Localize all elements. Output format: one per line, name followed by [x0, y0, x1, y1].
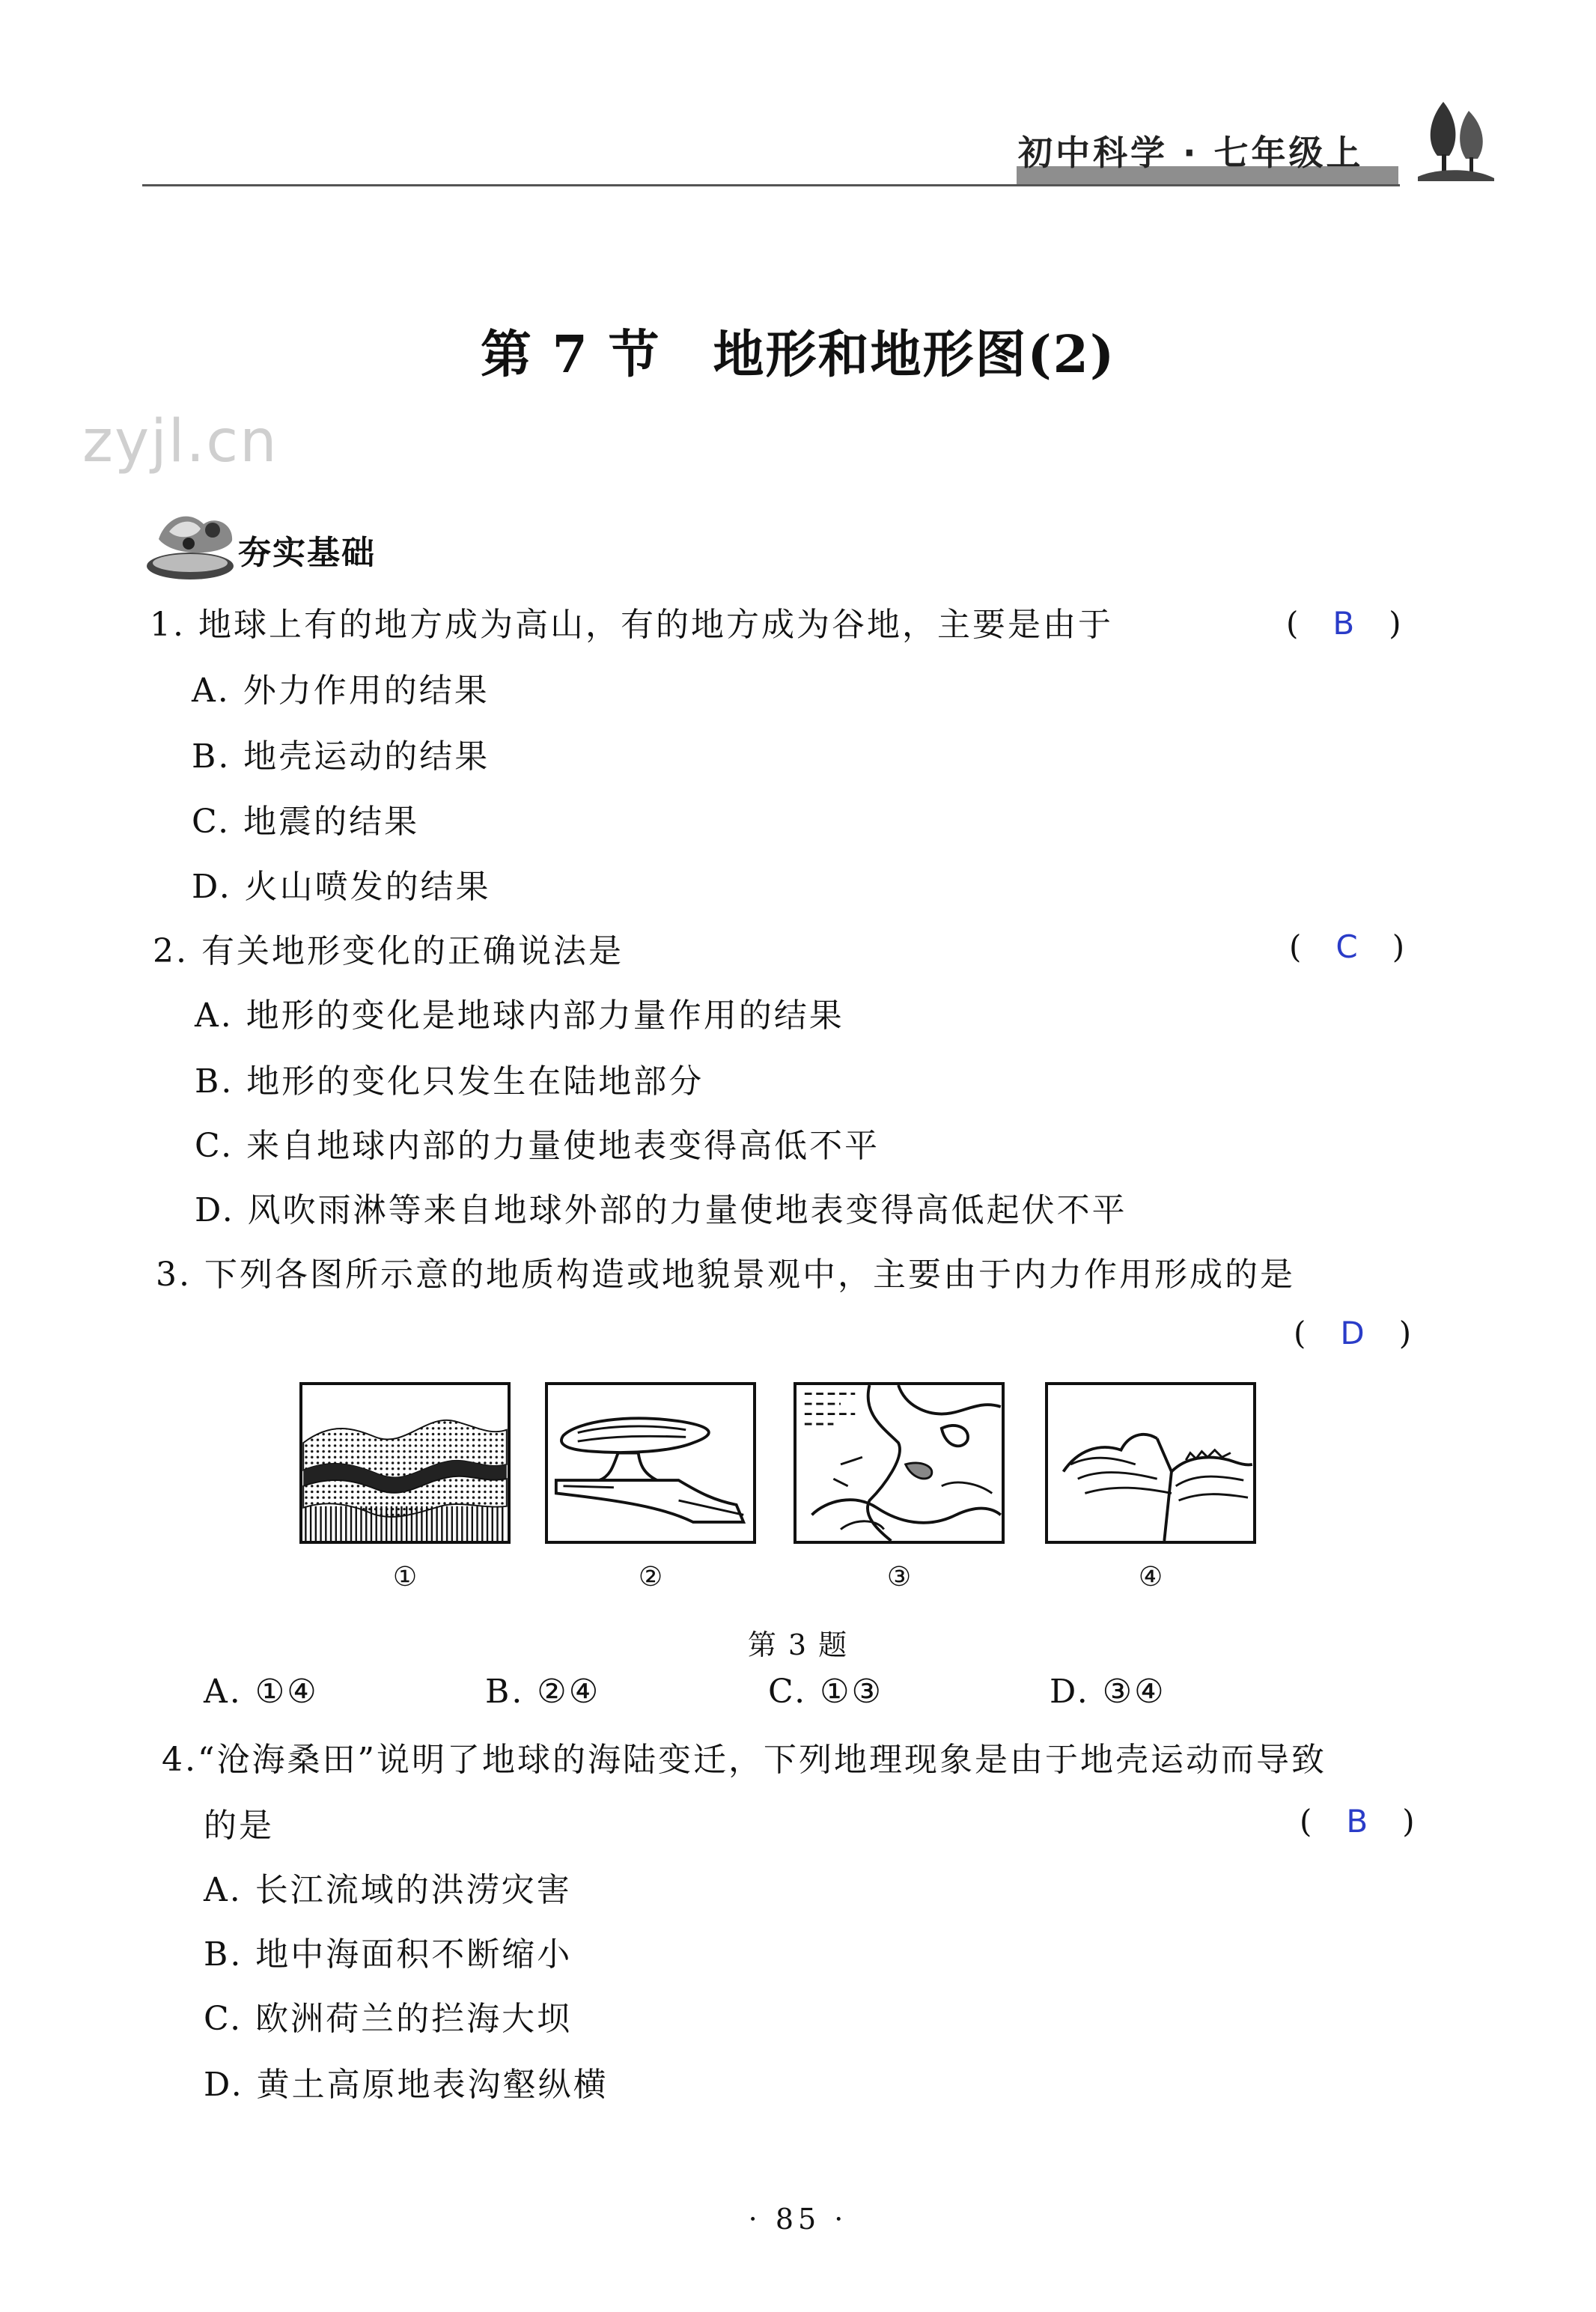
- question-1-answer-bracket: ( B ): [1286, 605, 1403, 642]
- question-1-answer: B: [1332, 605, 1356, 642]
- question-3-answer-bracket: ( D ): [1294, 1315, 1413, 1351]
- question-2-option-a: A. 地形的变化是地球内部力量作用的结果: [195, 997, 844, 1035]
- question-3-option-d: D. ③④: [1050, 1673, 1166, 1711]
- page-number: · 85 ·: [748, 2203, 848, 2236]
- question-2-option-b: B. 地形的变化只发生在陆地部分: [195, 1062, 704, 1101]
- question-1-stem: 1. 地球上有的地方成为高山，有的地方成为谷地，主要是由于: [150, 606, 1113, 644]
- section-label: 夯实基础: [238, 534, 376, 572]
- figure-4-fault-structure: [1045, 1382, 1256, 1544]
- question-1-option-a: A. 外力作用的结果: [192, 672, 490, 710]
- question-3-option-a: A. ①④: [204, 1673, 319, 1711]
- question-3-stem: 3. 下列各图所示意的地质构造或地貌景观中，主要由于内力作用形成的是: [156, 1256, 1295, 1294]
- question-4-answer: B: [1346, 1803, 1370, 1840]
- question-2-option-d: D. 风吹雨淋等来自地球外部的力量使地表变得高低起伏不平: [195, 1191, 1127, 1229]
- page-title: 第 7 节 地形和地形图(2): [480, 325, 1116, 385]
- question-2-stem: 2. 有关地形变化的正确说法是: [153, 932, 624, 970]
- header-title: 初中科学 · 七年级上: [1018, 133, 1364, 173]
- header-rule: [142, 184, 1400, 186]
- figure-2-mushroom-rock: [545, 1382, 756, 1544]
- question-1-option-c: C. 地震的结果: [192, 803, 420, 841]
- tree-logo-icon: [1415, 96, 1497, 186]
- figure-caption: 第 3 题: [747, 1628, 849, 1661]
- question-4-option-a: A. 长江流域的洪涝灾害: [204, 1871, 572, 1909]
- question-4-answer-bracket: ( B ): [1300, 1803, 1416, 1840]
- question-3-answer: D: [1340, 1315, 1366, 1351]
- question-4-option-d: D. 黄土高原地表沟壑纵横: [204, 2066, 609, 2104]
- question-3-option-c: C. ①③: [768, 1673, 883, 1711]
- question-2-option-c: C. 来自地球内部的力量使地表变得高低不平: [195, 1127, 880, 1165]
- figure-2-label: ②: [638, 1562, 663, 1592]
- question-4-stem-line-1: 4.“沧海桑田”说明了地球的海陆变迁，下列地理现象是由于地壳运动而导致: [162, 1741, 1327, 1779]
- figure-4-label: ④: [1138, 1562, 1163, 1592]
- question-2-answer: C: [1335, 928, 1359, 965]
- figure-3-coastal-landscape: [794, 1382, 1005, 1544]
- question-4-option-c: C. 欧洲荷兰的拦海大坝: [204, 2000, 573, 2038]
- watermark: zyjl.cn: [82, 408, 278, 475]
- question-1-option-b: B. 地壳运动的结果: [192, 737, 490, 776]
- figure-1-label: ①: [392, 1562, 418, 1592]
- question-1-option-d: D. 火山喷发的结果: [192, 868, 491, 906]
- question-3-option-b: B. ②④: [485, 1673, 601, 1711]
- figure-3-label: ③: [886, 1562, 912, 1592]
- figure-1-folded-strata: [299, 1382, 511, 1544]
- question-4-option-b: B. 地中海面积不断缩小: [204, 1935, 573, 1974]
- question-2-answer-bracket: ( C ): [1289, 928, 1407, 965]
- question-4-stem-line-2: 的是: [204, 1807, 274, 1845]
